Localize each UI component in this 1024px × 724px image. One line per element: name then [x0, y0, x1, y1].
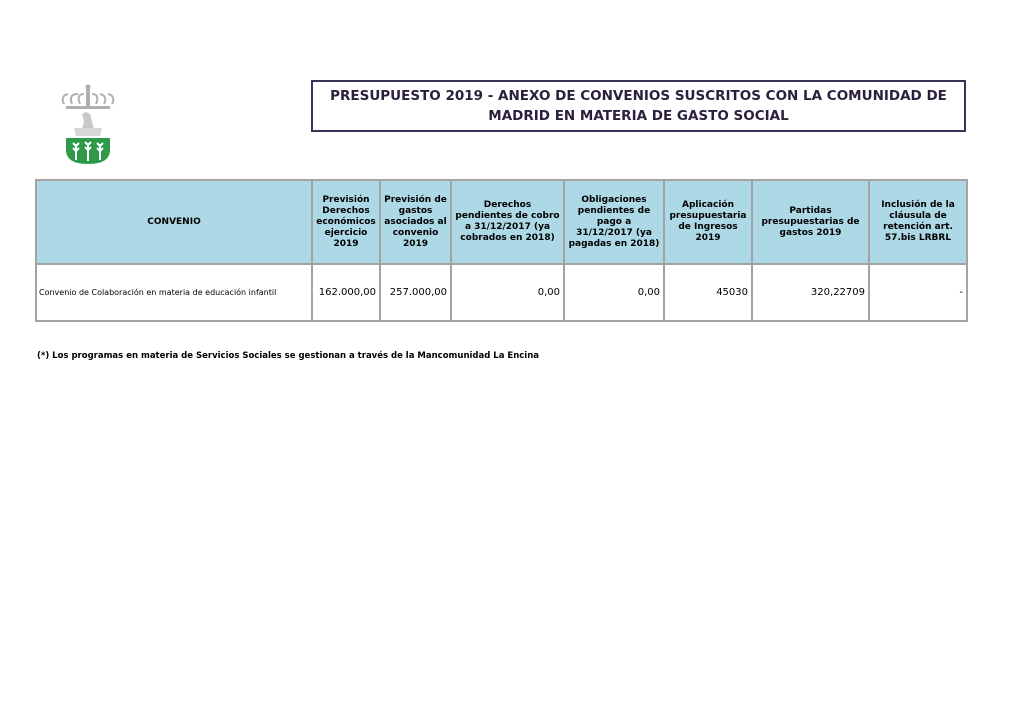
cell-clausula-retencion: - [869, 264, 967, 321]
cell-aplicacion-ingresos: 45030 [664, 264, 752, 321]
footnote: (*) Los programas en materia de Servicios Sociales se gestionan a través de la Mancomunidad La Encina [37, 351, 539, 361]
column-header-partidas-gastos: Partidas presupuestarias de gastos 2019 [752, 180, 869, 264]
column-header-derechos-pendientes: Derechos pendientes de cobro a 31/12/2017 (ya cobrados en 2018) [451, 180, 564, 264]
column-header-convenio: CONVENIO [36, 180, 312, 264]
column-header-obligaciones-pendientes: Obligaciones pendientes de pago a 31/12/2017 (ya pagadas en 2018) [564, 180, 664, 264]
cell-prevision-derechos: 162.000,00 [312, 264, 380, 321]
column-header-clausula-retencion: Inclusión de la cláusula de retención art. 57.bis LRBRL [869, 180, 967, 264]
page-title: PRESUPUESTO 2019 - ANEXO DE CONVENIOS SUSCRITOS CON LA COMUNIDAD DE MADRID EN MATERIA DE GASTO SOCIAL [311, 80, 966, 132]
table-row [36, 264, 967, 321]
column-header-prevision-derechos: Previsión Derechos económicos ejercicio 2019 [312, 180, 380, 264]
table-header-row [36, 180, 967, 264]
cell-prevision-gastos: 257.000,00 [380, 264, 451, 321]
cell-obligaciones-pendientes: 0,00 [564, 264, 664, 321]
cell-convenio: Convenio de Colaboración en materia de educación infantil [36, 264, 312, 321]
cell-derechos-pendientes: 0,00 [451, 264, 564, 321]
convenios-table [35, 179, 968, 322]
cell-partidas-gastos: 320,22709 [752, 264, 869, 321]
column-header-prevision-gastos: Previsión de gastos asociados al convenio 2019 [380, 180, 451, 264]
municipal-coat-of-arms-logo [56, 84, 120, 166]
column-header-aplicacion-ingresos: Aplicación presupuestaria de Ingresos 2019 [664, 180, 752, 264]
